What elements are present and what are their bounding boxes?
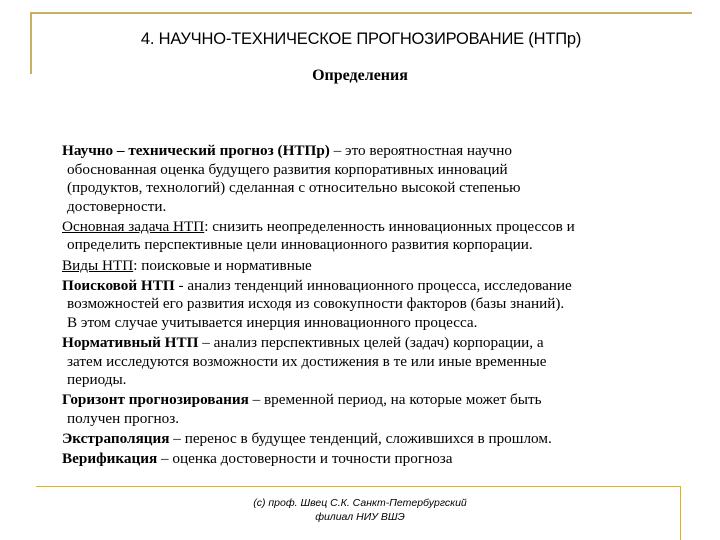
term-search: Поисковой НТП (62, 276, 175, 294)
footer-divider (36, 486, 680, 487)
term-horizon: Горизонт прогнозирования (62, 391, 249, 409)
definition-normative: Нормативный НТП – анализ перспективных целей (задач) корпорации, а затем исследуются возможности их достижения в те или иные временные периоды. (62, 333, 547, 389)
footer-copyright (0, 496, 720, 524)
slide-title: 4. НАУЧНО-ТЕХНИЧЕСКОЕ ПРОГНОЗИРОВАНИЕ (НТПр) (140, 30, 582, 48)
definition-types: Виды НТП: поисковые и нормативные (62, 256, 312, 274)
frame-top-line (30, 12, 692, 14)
term-main-task: Основная задача НТП (62, 217, 205, 235)
definition-search: Поисковой НТП - анализ тенденций инновационного процесса, исследование возможностей его развития исходя из совокупности факторов (базы знаний). В этом случае учитывается инерция инновационного процесса. (62, 276, 572, 331)
term-ntpr: Научно – технический прогноз (НТПр) (62, 142, 330, 159)
footer-line-2: филиал НИУ ВШЭ (315, 511, 405, 523)
definition-verification: Верификация – оценка достоверности и точности прогноза (62, 450, 453, 467)
definition-extrapolation: Экстраполяция – перенос в будущее тенденций, сложившихся в прошлом. (62, 429, 552, 447)
term-verification: Верификация (62, 450, 158, 467)
term-extrapolation: Экстраполяция (62, 429, 170, 447)
term-normative: Нормативный НТП (62, 333, 199, 351)
definition-horizon: Горизонт прогнозирования – временной период, на которые может быть получен прогноз. (62, 391, 542, 427)
definition-ntpr: Научно – технический прогноз (НТПр) – это вероятностная научно обоснованная оценка будущего развития корпоративных инноваций (продуктов, технологий) сделанная с относительно высокой степенью достоверности. (62, 142, 521, 215)
term-types: Виды НТП (62, 256, 134, 274)
slide-subtitle: Определения (312, 67, 408, 84)
footer-line-1: (с) проф. Швец С.К. Санкт-Петербургский (253, 497, 467, 509)
definitions-list (62, 142, 702, 470)
definition-main-task: Основная задача НТП: снизить неопределенность инновационных процессов и определить перспективные цели инновационного развития корпорации. (62, 217, 575, 254)
